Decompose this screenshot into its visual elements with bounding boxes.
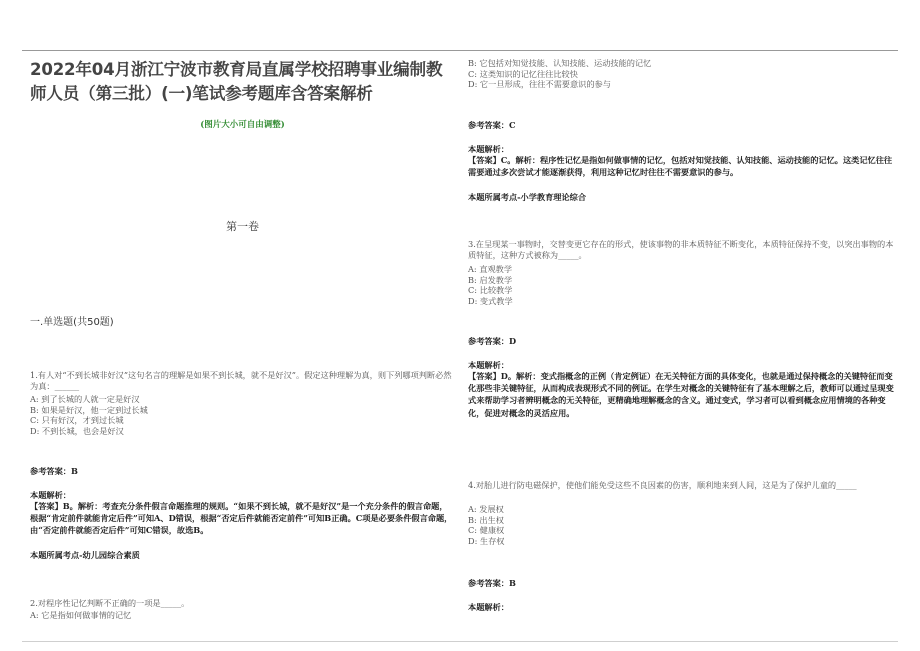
- q4-answer: 参考答案：B: [468, 578, 516, 588]
- q2-analysis-label: 本题解析：: [468, 144, 509, 154]
- q1-answer: 参考答案：B: [30, 466, 78, 476]
- section-heading: 一.单选题(共50题): [30, 317, 114, 328]
- q1-option-d: D: 不到长城，也会是好汉: [30, 425, 124, 436]
- q1-option-a: A: 到了长城的人就一定是好汉: [30, 394, 140, 404]
- q3-stem: 3.在呈现某一事物时，交替变更它存在的形式，使该事物的非本质特征不断变化，本质特征保持不变，以突出事物的本质特征，这种方式被称为_____。: [468, 239, 894, 260]
- q1-option-c: C: 只有好汉，才到过长城: [30, 415, 124, 426]
- document-title: 2022年04月浙江宁波市教育局直属学校招聘事业编制教师人员（第三批）(一)笔试参考题库含答案解析: [30, 60, 443, 103]
- q1-options: [30, 394, 455, 436]
- q1-stem: 1.有人对“不到长城非好汉”这句名言的理解是如果不到长城，就不是好汉”。假定这种理解为真，则下列哪项判断必然为真：______: [30, 370, 452, 391]
- q2-options-cont: [468, 58, 896, 90]
- volume-heading: 第一卷: [226, 220, 259, 233]
- q2-option-b: B: 它包括对知觉技能、认知技能、运动技能的记忆: [468, 58, 652, 68]
- q1-option-b: B: 如果是好汉，他一定到过长城: [30, 404, 148, 415]
- q2-category: 本题所属考点-小学教育理论综合: [468, 192, 587, 202]
- q2-stem: 2.对程序性记忆判断不正确的一项是_____。: [30, 598, 190, 608]
- q4-option-a: A: 发展权: [468, 504, 504, 514]
- q2-option-a: A: 它是指如何做事情的记忆: [30, 610, 132, 620]
- q4-option-b: B: 出生权: [468, 514, 504, 525]
- q4-option-c: C: 健康权: [468, 525, 505, 536]
- q1-category: 本题所属考点-幼儿园综合素质: [30, 550, 140, 560]
- q3-analysis: 【答案】D。解析：变式指概念的正例（肯定例证）在无关特征方面的具体变化，也就是通过保持概念的关键特征而变化那些非关键特征，从而构成表现形式不同的例证。在学生对概念的关键特征有了基本理解之后，教师可以通过呈现变式来帮助学习者辨明概念的无关特征，更精确地理解概念的含义。通过变式，学习者可以看到概念应用情境的各种变化，促进对概念的灵活应用。: [468, 371, 894, 418]
- q1-analysis-label: 本题解析：: [30, 490, 71, 500]
- q3-options: [468, 264, 896, 306]
- q2-analysis: 【答案】C。解析：程序性记忆是指如何做事情的记忆，包括对知觉技能、认知技能、运动技能的记忆。这类记忆往往需要通过多次尝试才能逐渐获得，利用这种记忆时往往不需要意识的参与。: [468, 155, 893, 178]
- q1-analysis: 【答案】B。解析：考查充分条件假言命题推理的规则。“如果不到长城，就不是好汉”是一个充分条件的假言命题，根据“肯定前件就能肯定后件”可知A、D错误，根据“否定后件就能否定前件”可知B正确。C项是必要条件假言命题，由“否定前件就能否定后件”可知C错误，故选B。: [30, 501, 453, 536]
- q4-stem: 4.对胎儿进行防电磁保护，使他们能免受这些不良因素的伤害，顺利地来到人间，这是为了保护儿童的_____: [468, 480, 857, 490]
- left-column: [30, 58, 455, 620]
- q2-option-d: D: 它一旦形成，往往不需要意识的参与: [468, 79, 611, 90]
- q3-analysis-label: 本题解析：: [468, 360, 509, 370]
- q3-option-b: B: 启发教学: [468, 274, 513, 285]
- q3-option-c: C: 比较教学: [468, 285, 513, 296]
- q2-answer: 参考答案：C: [468, 120, 516, 130]
- q3-option-a: A: 直观教学: [468, 264, 513, 274]
- q4-options: [468, 504, 896, 546]
- bottom-divider: [22, 641, 898, 642]
- q3-option-d: D: 变式教学: [468, 295, 513, 306]
- q4-analysis-label: 本题解析：: [468, 602, 509, 612]
- q3-answer: 参考答案：D: [468, 336, 517, 346]
- q2-option-c: C: 这类知识的记忆往往比较快: [468, 68, 578, 79]
- image-size-note: (图片大小可自由调整): [200, 120, 285, 130]
- top-divider: [22, 50, 898, 51]
- q4-option-d: D: 生存权: [468, 535, 505, 546]
